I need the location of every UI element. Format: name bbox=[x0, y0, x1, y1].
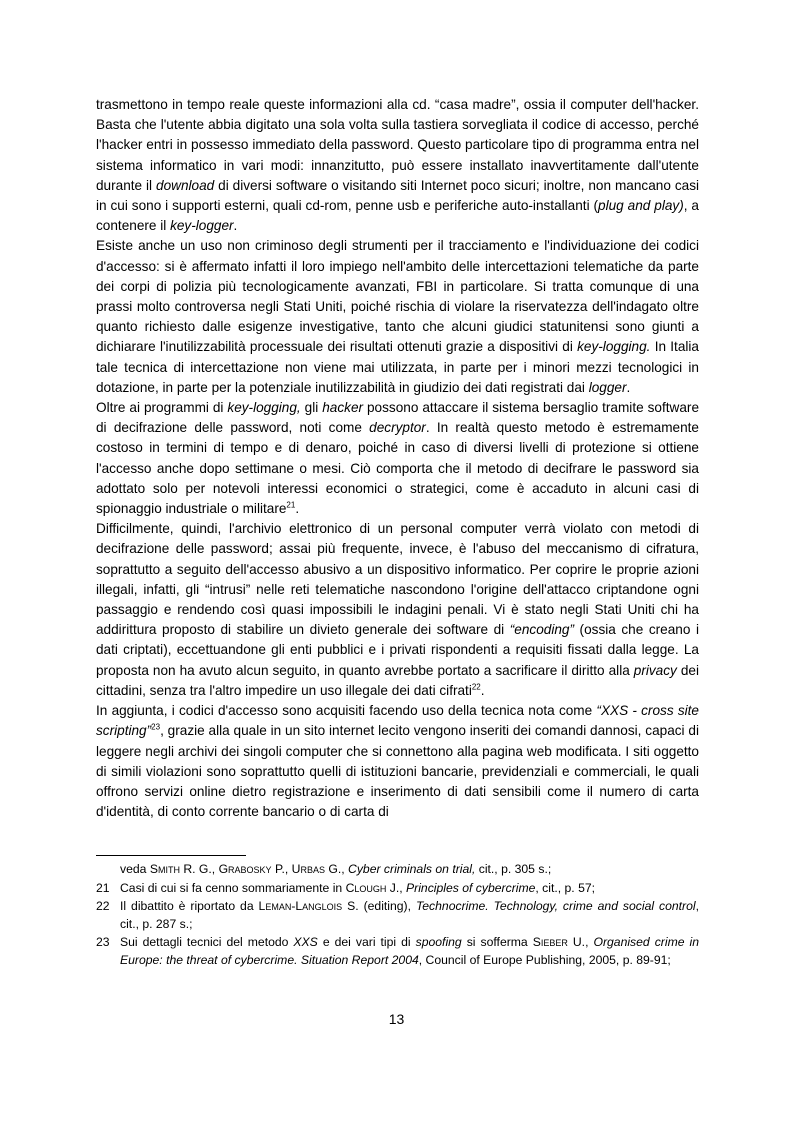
text-run: In Italia tale tecnica di intercettazione non viene mai utilizzata, in parte per i minori mezzi tecnologici in dotazione, in parte per la potenziale inutilizzabilità in giudizio dei dati registrati dai bbox=[96, 339, 699, 395]
text-run: Casi di cui si fa cenno sommariamente in bbox=[120, 880, 346, 895]
text-run: Oltre ai programmi di bbox=[96, 400, 228, 416]
text-run: P., bbox=[271, 862, 292, 876]
text-run: cit., p. 305 s.; bbox=[475, 862, 552, 876]
text-run: Sui dettagli tecnici del metodo bbox=[120, 935, 294, 950]
text-run: . bbox=[295, 501, 300, 517]
italic-text: Organised crime in Europe: the threat of cybercrime. Situation Report 2004 bbox=[120, 935, 699, 967]
italic-text: decryptor bbox=[369, 420, 426, 436]
footnote-ref: 23 bbox=[151, 722, 161, 732]
body-text bbox=[96, 95, 699, 822]
text-run: , grazie alla quale in un sito internet lecito vengono inseriti dei comandi dannosi, capaci di leggere negli archivi dei singoli computer che si connettono alla pagina web modificata. I siti oggetto di simili violazioni sono soprattutto quelli di istituzioni bancarie, previdenziali e commerciali, le quali offrono servizi online dietro registrazione e inserimento di dati sensibili come il numero di carta d'identità, di conto corrente bancario o di carta di bbox=[96, 723, 699, 820]
text-run: . In realtà questo metodo è estremamente costoso in termini di tempo e di denaro, poiché in caso di diversi livelli di protezione si ottiene l'accesso anche dopo settimane o mesi. Ciò comporta che il metodo di decifrare le password sia adottato solo per notevoli interessi economici o strategici, come è accaduto in alcuni casi di spionaggio industriale o militare bbox=[96, 420, 699, 517]
text-run: . bbox=[626, 379, 631, 395]
text-run: gli bbox=[300, 400, 323, 416]
text-run: . bbox=[233, 218, 238, 234]
text-run: , Council of Europe Publishing, 2005, p. 89-91; bbox=[418, 952, 671, 967]
footnote bbox=[96, 861, 699, 879]
text-run: dei cittadini, senza tra l'altro impedire un uso illegale dei dati cifrati bbox=[96, 662, 699, 698]
italic-text: Cyber criminals on trial, bbox=[348, 862, 476, 876]
text-run: U., bbox=[567, 935, 594, 950]
italic-text: Principles of cybercrime bbox=[406, 880, 536, 895]
text-run: di diversi software o visitando siti Internet poco sicuri; inoltre, non mancano casi in cui sono i supporti esterni, quali cd-rom, penne usb e periferiche auto-installanti ( bbox=[96, 177, 700, 214]
italic-text: “XXS - cross site scripting” bbox=[96, 703, 699, 739]
paragraph bbox=[96, 701, 699, 822]
italic-text: key-logging, bbox=[227, 400, 301, 416]
footnote-ref: 21 bbox=[286, 500, 296, 510]
author-name: Clough bbox=[345, 880, 387, 895]
footnote-number: 23 bbox=[96, 935, 110, 950]
italic-text: key-logger bbox=[170, 218, 234, 234]
text-run: . bbox=[480, 682, 485, 698]
text-run: Difficilmente, quindi, l'archivio elettronico di un personal computer verrà violato con metodi di decifrazione delle password; assai più frequente, invece, è l'abuso del meccanismo di cifratura, soprattutto a seguito dell'accesso abusivo a un dispositivo informatico. Per coprire le proprie azioni illegali, infatti, gli “intrusi” nelle reti telematiche nascondono l'origine dell'attacco criptandone ogni passaggio e rendendo così quasi impossibili le indagini penali. Vi è stato negli Stati Uniti chi ha addirittura proposto di stabilire un divieto generale dei software di bbox=[96, 521, 699, 638]
paragraph bbox=[96, 236, 699, 398]
text-run: (ossia che creano i dati criptati), eccettuandone gli enti pubblici e i privati rispondenti a requisiti fissati dalla legge. La proposta non ha avuto alcun seguito, in quanto avrebbe portato a sacrificare il diritto alla bbox=[96, 622, 699, 678]
page-number: 13 bbox=[388, 1011, 405, 1027]
text-run: Esiste anche un uso non criminoso degli strumenti per il tracciamento e l'individuazione dei codici d'accesso: si è affermato infatti il loro impiego nell'ambito delle intercettazioni telematiche da parte dei corpi di polizia più tecnologicamente avanzati, FBI in particolare. Si tratta comunque di una prassi molto controversa negli Stati Uniti, poiché rischia di violare la riservatezza dell'indagato oltre quanto richiesto dalle esigenze investigative, tanto che alcuni giudici statunitensi sono giunti a dichiarare l'inutilizzabilità processuale dei risultati ottenuti grazie a dispositivi di bbox=[96, 238, 699, 355]
footnote-separator bbox=[96, 855, 246, 856]
text-run: , a contenere il bbox=[96, 198, 699, 234]
text-run: , cit., p. 287 s.; bbox=[120, 899, 699, 931]
italic-text: XXS bbox=[293, 935, 318, 950]
paragraph bbox=[96, 398, 699, 519]
text-run: veda bbox=[120, 862, 150, 876]
italic-text: hacker bbox=[322, 400, 364, 416]
text-run: e dei vari tipi di bbox=[317, 935, 416, 950]
footnote bbox=[96, 880, 699, 898]
text-run: , cit., p. 57; bbox=[535, 880, 596, 895]
footnote-ref: 22 bbox=[471, 682, 481, 692]
footnote-number: 21 bbox=[96, 880, 110, 895]
italic-text: key-logging. bbox=[577, 339, 651, 355]
footnote bbox=[96, 898, 699, 933]
text-run: R. G., bbox=[179, 862, 219, 876]
author-name: Smith bbox=[149, 862, 180, 876]
footnotes bbox=[96, 861, 699, 971]
text-run: possono attaccare il sistema bersaglio tramite software di decifrazione delle password, noti come bbox=[96, 400, 699, 436]
author-name: Sieber bbox=[532, 935, 568, 950]
author-name: Grabosky bbox=[218, 862, 272, 876]
text-run: G., bbox=[324, 862, 349, 876]
italic-text: “encoding” bbox=[509, 622, 574, 638]
text-run: In aggiunta, i codici d'accesso sono acquisiti facendo uso della tecnica nota come bbox=[96, 703, 597, 719]
author-name: Urbas bbox=[291, 862, 325, 876]
footnote-number: 22 bbox=[96, 899, 110, 914]
text-run: J., bbox=[386, 880, 407, 895]
text-run: Il dibattito è riportato da bbox=[120, 899, 259, 914]
italic-text: download bbox=[156, 177, 215, 193]
italic-text: privacy bbox=[633, 662, 677, 678]
italic-text: logger bbox=[588, 379, 627, 395]
paragraph bbox=[96, 519, 699, 701]
text-run: si sofferma bbox=[461, 935, 533, 950]
italic-text: plug and play) bbox=[598, 198, 684, 214]
text-run: trasmettono in tempo reale queste informazioni alla cd. “casa madre”, ossia il computer dell'hacker. Basta che l'utente abbia digitato una sola volta sulla tastiera sorvegliata il codice di accesso, perché l'hacker entri in possesso immediato della password. Questo particolare tipo di programma entra nel sistema informatico in vari modi: innanzitutto, può essere installato inavvertitamente dall'utente durante il bbox=[96, 97, 699, 193]
italic-text: Technocrime. Technology, crime and social control bbox=[415, 899, 696, 914]
paragraph bbox=[96, 95, 699, 236]
italic-text: spoofing bbox=[415, 935, 462, 950]
footnote bbox=[96, 934, 699, 969]
text-run: S. (editing), bbox=[342, 899, 416, 914]
author-name: Leman-Langlois bbox=[258, 899, 343, 914]
